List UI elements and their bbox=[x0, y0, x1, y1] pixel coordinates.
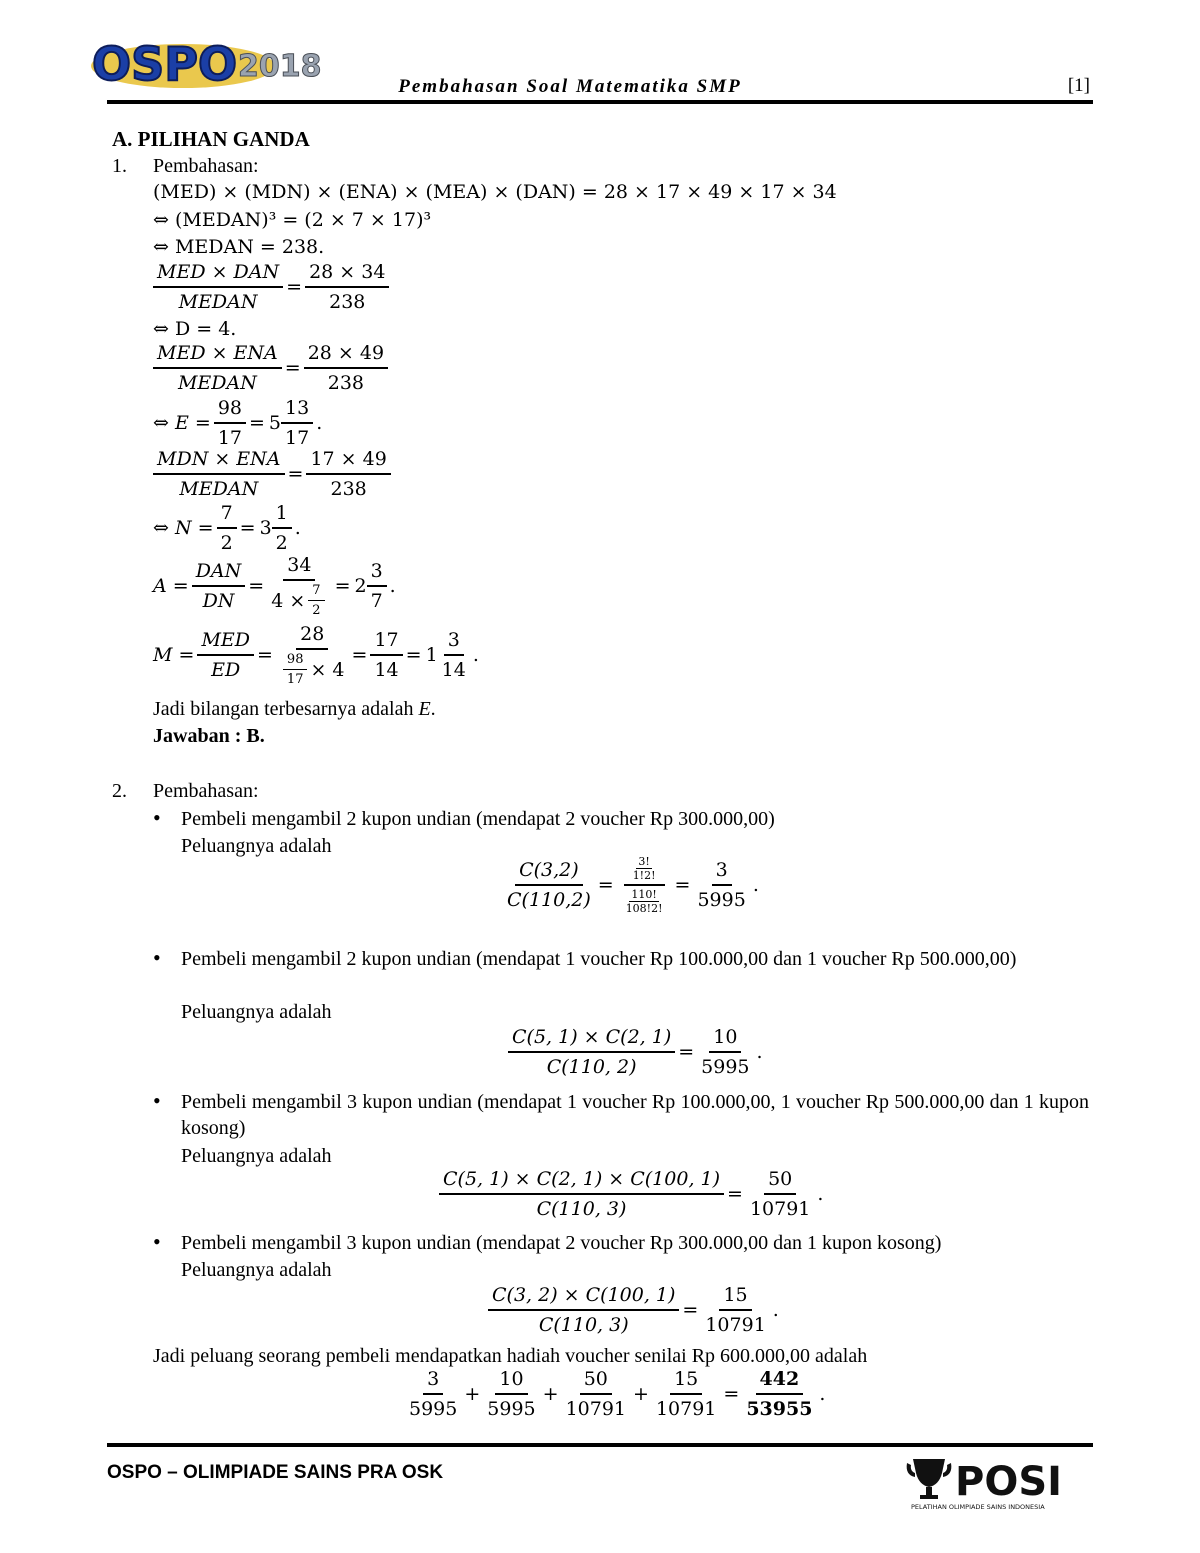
q1-heading: Pembahasan: bbox=[153, 155, 259, 177]
header-divider bbox=[107, 100, 1093, 104]
bullet-3-formula: $\frac{C(5, 1) \times C(2, 1) \times C(100, 1)}{C(110, 3)}$ = $\frac{50}{10791}$ . bbox=[436, 1167, 823, 1221]
q2-number: 2. bbox=[112, 780, 127, 802]
bullet-4-peluang: Peluangnya adalah bbox=[181, 1259, 332, 1281]
bullet-3-marker: • bbox=[153, 1088, 161, 1113]
posi-subtext: PELATIHAN OLIMPIADE SAINS INDONESIA bbox=[911, 1503, 1045, 1511]
bullet-2-text: Pembeli mengambil 2 kupon undian (mendapat 1 voucher Rp 100.000,00 dan 1 voucher Rp 500.000,00) bbox=[181, 948, 1017, 970]
q2-final-sum: $\frac{3}{5995}$ + $\frac{10}{5995}$ + $\frac{50}{10791}$ + $\frac{15}{10791}$ = $\frac{442}{53955}$ . bbox=[409, 1368, 826, 1420]
header-title: Pembahasan Soal Matematika SMP bbox=[398, 76, 742, 97]
q1-equation-d: $\frac{\text{MED × DAN}}{\text{MEDAN}}$ = $\frac{28 \times 34}{238}$ bbox=[150, 260, 392, 314]
bullet-4-formula: $\frac{C(3, 2) \times C(100, 1)}{C(110, 3)}$ = $\frac{15}{10791}$ . bbox=[485, 1283, 779, 1337]
bullet-3-peluang: Peluangnya adalah bbox=[181, 1145, 332, 1167]
bullet-1-text: Pembeli mengambil 2 kupon undian (mendapat 2 voucher Rp 300.000,00) bbox=[181, 808, 775, 830]
posi-logo bbox=[905, 1455, 1095, 1511]
bullet-1-peluang: Peluangnya adalah bbox=[181, 835, 332, 857]
bullet-2-formula: $\frac{C(5, 1) \times C(2, 1)}{C(110, 2)}$ = $\frac{10}{5995}$ . bbox=[505, 1025, 763, 1079]
q1-n-value: ⇔ N = $\frac{7}{2}$ = 3 $\frac{1}{2}$ . bbox=[153, 502, 301, 554]
svg-text:OSPO: OSPO bbox=[92, 37, 238, 90]
bullet-1-formula: $\frac{C(3,2)}{C(110,2)}$ = $\frac{\frac{3!}{1!2!}}{\frac{110!}{108!2!}}$ = $\frac{3}{5995}$ . bbox=[507, 855, 759, 915]
q1-conclusion: Jadi bilangan terbesarnya adalah E. bbox=[153, 698, 436, 720]
bullet-1-marker: • bbox=[153, 805, 161, 830]
q2-heading: Pembahasan: bbox=[153, 780, 259, 802]
trophy-icon bbox=[907, 1459, 952, 1499]
q1-number: 1. bbox=[112, 155, 127, 177]
q1-line4: ⇔ D = 4. bbox=[153, 318, 237, 340]
bullet-3-text: Pembeli mengambil 3 kupon undian (mendapat 1 voucher Rp 100.000,00, 1 voucher Rp 500.000,00 dan 1 kupon kosong) bbox=[181, 1091, 1089, 1139]
bullet-2-marker: • bbox=[153, 945, 161, 970]
page-number: [1] bbox=[1067, 75, 1090, 96]
bullet-4-marker: • bbox=[153, 1229, 161, 1254]
q1-equation-e: $\frac{\text{MED × ENA}}{\text{MEDAN}}$ = $\frac{28 \times 49}{238}$ bbox=[150, 341, 391, 395]
q1-m-value: M = $\frac{\text{MED}}{ED}$ = 28 $\frac{98}{17}$ × 4 = $\frac{17}{14}$ = 1 $\frac{3}{14}$ . bbox=[153, 623, 479, 687]
q1-line3: ⇔ MEDAN = 238. bbox=[153, 236, 325, 258]
footer-text: OSPO – OLIMPIADE SAINS PRA OSK bbox=[107, 1462, 444, 1483]
bullet-4-text: Pembeli mengambil 3 kupon undian (mendapat 2 voucher Rp 300.000,00 dan 1 kupon kosong) bbox=[181, 1232, 942, 1254]
q1-a-value: A = $\frac{\text{DAN}}{DN}$ = 34 4 × $\frac{7}{2}$ = 2 $\frac{3}{7}$ . bbox=[153, 554, 396, 618]
svg-text:POSI: POSI bbox=[955, 1459, 1063, 1505]
bullet-2-peluang: Peluangnya adalah bbox=[181, 1001, 332, 1023]
q1-answer: Jawaban : B. bbox=[153, 725, 265, 747]
q2-conclusion: Jadi peluang seorang pembeli mendapatkan hadiah voucher senilai Rp 600.000,00 adalah bbox=[153, 1345, 868, 1367]
q1-equation-n: $\frac{\text{MDN × ENA}}{\text{MEDAN}}$ = $\frac{17 \times 49}{238}$ bbox=[150, 447, 394, 501]
q1-e-value: ⇔ E = $\frac{98}{17}$ = 5 $\frac{13}{17}$ . bbox=[153, 397, 323, 449]
q1-line1: (MED) × (MDN) × (ENA) × (MEA) × (DAN) = 28 × 17 × 49 × 17 × 34 bbox=[153, 181, 837, 203]
section-title: A. PILIHAN GANDA bbox=[112, 127, 310, 151]
q1-line2: ⇔ (MEDAN)³ = (2 × 7 × 17)³ bbox=[153, 209, 432, 231]
svg-text:2018: 2018 bbox=[238, 49, 322, 84]
footer-divider bbox=[107, 1443, 1093, 1447]
